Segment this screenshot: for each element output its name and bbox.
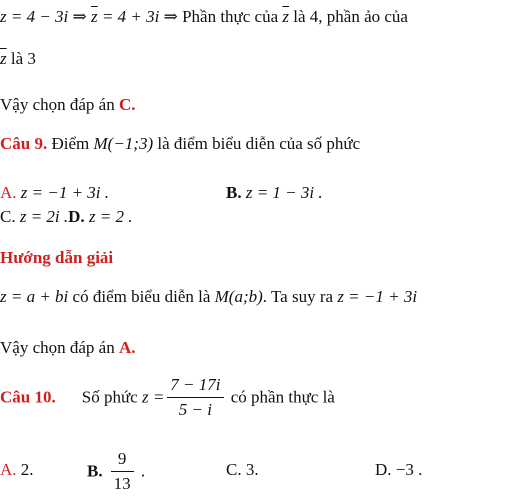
zbar: $\overline{z}$ [282,7,290,26]
fraction-numerator: 7 − 17i [170,375,221,394]
q10-option-d [375,460,422,480]
q9-options-cd [0,207,133,227]
option-label: B. [87,461,103,481]
option-tail: . [136,461,146,481]
q10-stem [0,373,335,422]
q10-text-b: có phần thực là [226,387,335,407]
option-fraction [111,447,134,496]
guide-title: Hướng dẫn giải [0,248,114,267]
q10-option-c [226,460,259,480]
sol9-line [0,286,417,308]
sol8-line1 [0,6,408,28]
choose-text: Vậy chọn đáp án [0,338,119,357]
sol8-line2 [0,48,36,70]
option-label: A. [0,183,17,202]
sol8-line2-text: là 3 [6,49,36,68]
sol9-result: z = −1 + 3i [337,287,418,306]
choose-text: Vậy chọn đáp án [0,95,119,114]
option-text: 2. [16,460,34,479]
q9-stem [0,133,360,155]
q10-text-a: Số phức [81,387,142,407]
sol9-expr: z = a + bi [0,287,69,306]
q9-option-b [226,183,323,203]
zbar: $\overline{z}$ [0,49,7,68]
answer-label: C. [118,95,136,114]
option-text: z = 2 . [84,207,133,226]
q10-option-a [0,460,34,480]
sol8-eq-b: = 4 + 3i ⇒ [97,7,183,26]
sol8-choose [0,94,136,116]
option-text: z = 1 − 3i . [241,183,323,202]
option-label: B. [226,183,242,202]
fraction-numerator: 9 [117,449,127,468]
q9-text-b: là điểm biểu diễn của số phức [153,134,361,153]
q10-fraction [167,373,223,422]
question-label: Câu 9. [0,134,48,153]
fraction-denominator: 5 − i [167,397,223,422]
sol9-choose [0,337,136,359]
q10-zeq: z = [141,387,165,407]
sol9-text-b: . Ta suy ra [262,287,338,306]
option-text: −3 . [391,460,423,479]
option-label: D. [375,460,392,479]
question-label: Câu 10. [0,387,56,407]
answer-label: A. [118,338,136,357]
option-label: A. [0,460,17,479]
option-label: C. [226,460,242,479]
option-text: z = −1 + 3i . [16,183,110,202]
option-label: C. [0,207,16,226]
option-label: D. [68,207,85,226]
sol9-point: M(a;b) [214,287,263,306]
option-text: z = 2i . [15,207,69,226]
sol8-text1: Phần thực của [182,7,283,26]
sol8-eq-a: z = 4 − 3i ⇒ [0,7,92,26]
option-text: 3. [241,460,259,479]
q9-point: M(−1;3) [93,134,154,153]
q10-option-b [87,447,145,496]
sol9-text-a: có điểm biểu diễn là [68,287,215,306]
zbar: $\overline{z}$ [91,7,98,26]
q9-text-a: Điểm [47,134,94,153]
sol8-text2: là 4, phần ảo của [289,7,408,26]
q9-option-a [0,183,109,203]
fraction-denominator: 13 [111,471,134,496]
